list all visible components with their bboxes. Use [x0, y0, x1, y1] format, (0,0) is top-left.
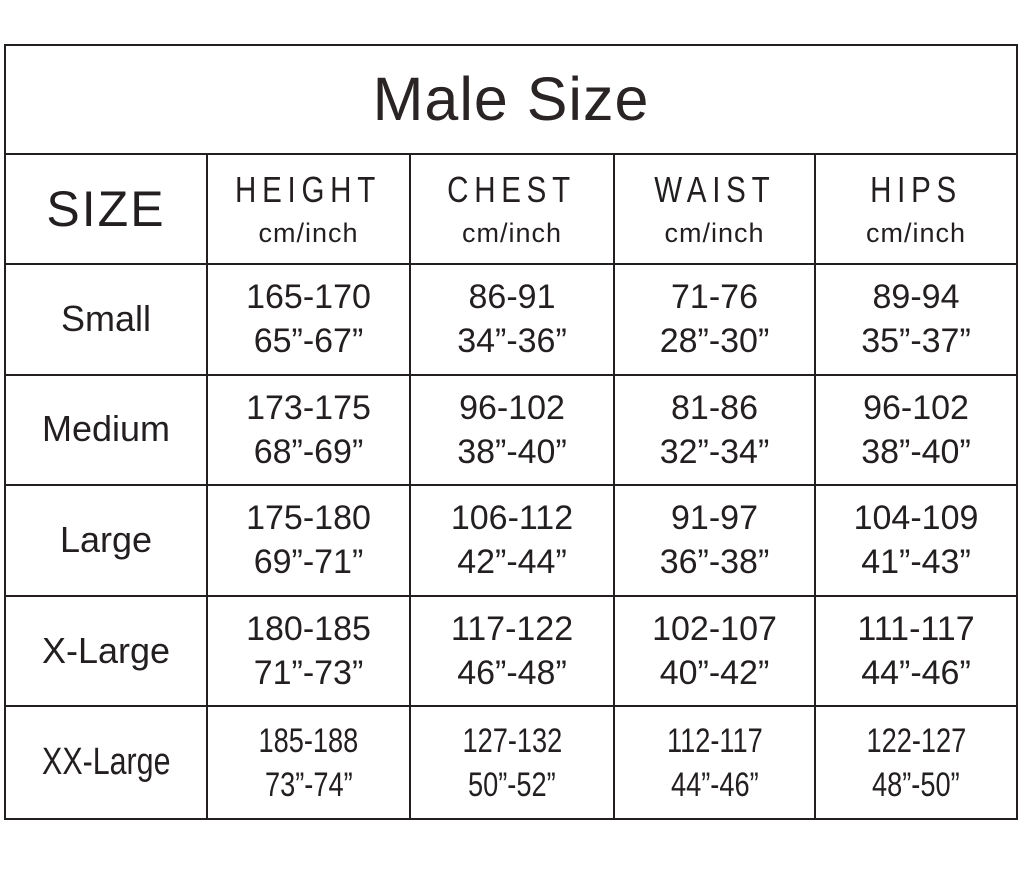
waist-cm-value: 71-76: [671, 278, 758, 317]
column-header-hips-unit: cm/inch: [865, 217, 967, 248]
hips-inch-value: 41”-43”: [861, 543, 971, 582]
size-name: XX-Large: [41, 740, 171, 783]
hips-inch-value: 35”-37”: [861, 322, 971, 361]
chest-inch-value: 50”-52”: [468, 765, 556, 804]
height-cm-value: 175-180: [246, 499, 371, 538]
row-xlarge-hips: [816, 597, 1016, 708]
column-header-hips: [816, 155, 1016, 265]
chest-cm-value: 127-132: [462, 721, 562, 760]
row-xlarge-size-label: [6, 597, 208, 708]
height-cm-value: 185-188: [258, 721, 359, 760]
chart-title: [6, 46, 1016, 155]
chest-inch-value: 46”-48”: [457, 654, 567, 693]
height-inch-value: 71”-73”: [253, 654, 364, 693]
row-small-size-label: [6, 265, 208, 376]
chest-inch-value: 38”-40”: [457, 432, 567, 471]
waist-inch-value: 40”-42”: [659, 654, 770, 693]
row-small-chest: [411, 265, 615, 376]
row-xxlarge-height: [208, 707, 411, 818]
column-header-size-label: SIZE: [46, 180, 166, 237]
hips-cm-value: 96-102: [863, 388, 969, 427]
hips-inch-value: 44”-46”: [861, 654, 971, 693]
waist-inch-value: 36”-38”: [659, 543, 770, 582]
column-header-waist: [615, 155, 816, 265]
height-cm-value: 165-170: [246, 278, 371, 317]
column-header-height-label: HEIGHT: [235, 169, 382, 211]
waist-inch-value: 28”-30”: [659, 322, 770, 361]
hips-cm-value: 104-109: [853, 499, 979, 538]
size-name: Large: [59, 519, 153, 561]
row-medium-chest: [411, 376, 615, 487]
chest-cm-value: 96-102: [459, 388, 565, 427]
column-header-chest-label: CHEST: [447, 169, 577, 211]
size-name: X-Large: [41, 629, 171, 671]
row-large-chest: [411, 486, 615, 597]
chest-cm-value: 106-112: [450, 499, 574, 538]
row-xxlarge-chest: [411, 707, 615, 818]
row-medium-hips: [816, 376, 1016, 487]
hips-cm-value: 89-94: [872, 278, 960, 317]
row-small-waist: [615, 265, 816, 376]
waist-cm-value: 81-86: [671, 388, 758, 427]
row-large-hips: [816, 486, 1016, 597]
chest-inch-value: 42”-44”: [457, 543, 567, 582]
waist-inch-value: 32”-34”: [659, 432, 770, 471]
row-xlarge-height: [208, 597, 411, 708]
size-name: Small: [60, 297, 152, 339]
male-size-chart-table: [4, 44, 1018, 820]
height-cm-value: 173-175: [246, 388, 371, 427]
column-header-hips-label: HIPS: [870, 169, 962, 211]
row-large-size-label: [6, 486, 208, 597]
row-large-waist: [615, 486, 816, 597]
row-small-height: [208, 265, 411, 376]
column-header-height-unit: cm/inch: [258, 217, 359, 248]
row-medium-waist: [615, 376, 816, 487]
height-inch-value: 65”-67”: [253, 322, 364, 361]
height-inch-value: 69”-71”: [253, 543, 364, 582]
row-medium-height: [208, 376, 411, 487]
column-header-chest: [411, 155, 615, 265]
waist-cm-value: 112-117: [666, 721, 763, 760]
chest-inch-value: 34”-36”: [457, 322, 567, 361]
column-header-waist-unit: cm/inch: [664, 217, 765, 248]
hips-cm-value: 111-117: [857, 609, 975, 648]
waist-cm-value: 102-107: [652, 609, 777, 648]
chest-cm-value: 86-91: [468, 278, 556, 317]
waist-inch-value: 44”-46”: [670, 765, 759, 804]
column-header-chest-unit: cm/inch: [461, 217, 563, 248]
hips-cm-value: 122-127: [866, 721, 966, 760]
column-header-waist-label: WAIST: [653, 169, 776, 211]
height-inch-value: 68”-69”: [253, 432, 364, 471]
column-header-height: [208, 155, 411, 265]
chart-title-text: Male Size: [372, 64, 650, 133]
hips-inch-value: 38”-40”: [861, 432, 971, 471]
row-xlarge-waist: [615, 597, 816, 708]
waist-cm-value: 91-97: [671, 499, 758, 538]
row-xxlarge-waist: [615, 707, 816, 818]
row-xxlarge-hips: [816, 707, 1016, 818]
row-xxlarge-size-label: [6, 707, 208, 818]
row-xlarge-chest: [411, 597, 615, 708]
height-inch-value: 73”-74”: [264, 765, 353, 804]
hips-inch-value: 48”-50”: [872, 765, 960, 804]
row-small-hips: [816, 265, 1016, 376]
row-large-height: [208, 486, 411, 597]
row-medium-size-label: [6, 376, 208, 487]
height-cm-value: 180-185: [246, 609, 371, 648]
chest-cm-value: 117-122: [450, 609, 574, 648]
column-header-size: [6, 155, 208, 265]
size-name: Medium: [41, 408, 171, 450]
